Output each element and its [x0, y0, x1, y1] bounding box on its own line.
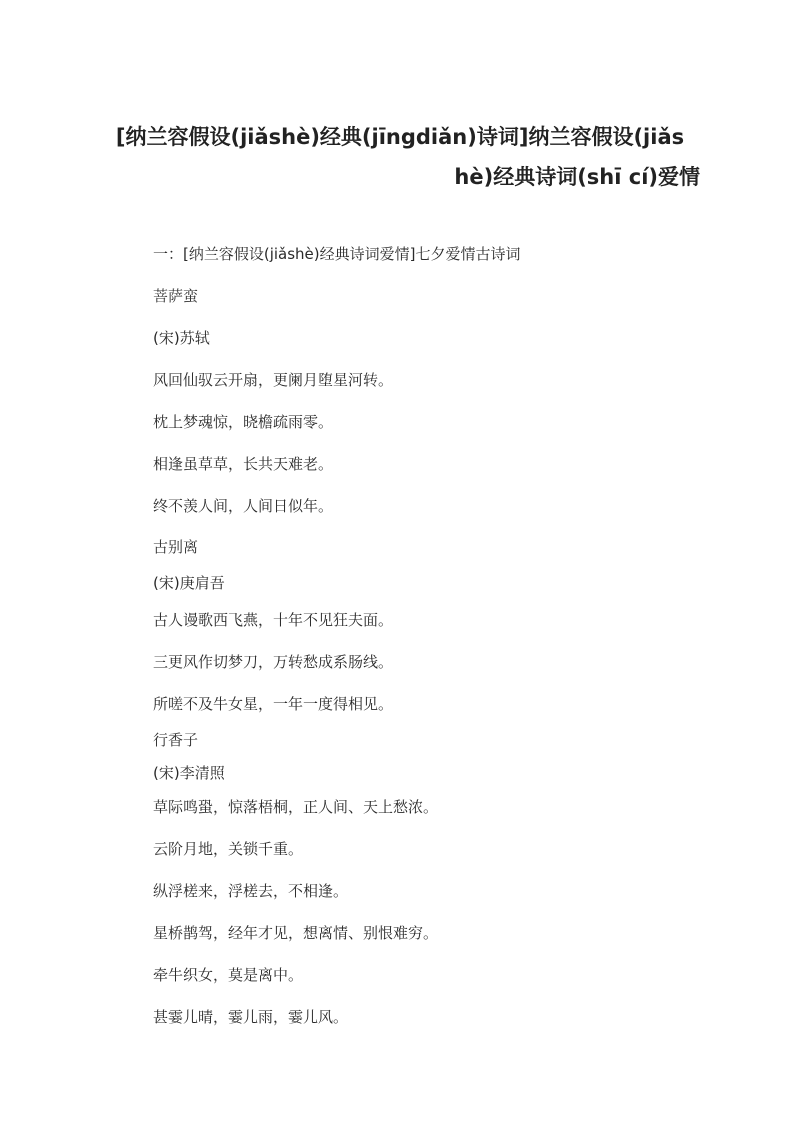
poem-line: 相逢虽草草，长共天难老。: [153, 455, 334, 473]
document-title-line-2: hè)经典诗词(shī cí)爱情: [454, 165, 700, 189]
document-title-line-1: [纳兰容假设(jiǎshè)经典(jīngdiǎn)诗词]纳兰容假设(jiǎs: [115, 125, 685, 149]
poem-line: 纵浮槎来，浮槎去，不相逢。: [153, 882, 349, 900]
poem-line: 草际鸣蛩，惊落梧桐，正人间、天上愁浓。: [153, 798, 439, 816]
section-intro-line: 一：[纳兰容假设(jiǎshè)经典诗词爱情]七夕爱情古诗词: [153, 245, 521, 263]
poem-line: 甚霎儿晴，霎儿雨，霎儿风。: [153, 1008, 349, 1026]
poem-title-pusaman: 菩萨蛮: [153, 287, 199, 305]
poem-title-gubieli: 古别离: [153, 538, 199, 556]
poem-line: 所嗟不及牛女星，一年一度得相见。: [153, 695, 394, 713]
poem-author-sushi: (宋)苏轼: [153, 329, 210, 347]
poem-line: 三更风作切梦刀，万转愁成系肠线。: [153, 653, 394, 671]
poem-line: 云阶月地，关锁千重。: [153, 840, 304, 858]
poem-line: 古人谩歌西飞燕，十年不见狂夫面。: [153, 611, 394, 629]
poem-line: 星桥鹊驾，经年才见，想离情、别恨难穷。: [153, 924, 439, 942]
poem-author-liqingzhao: (宋)李清照: [153, 764, 225, 782]
poem-line: 风回仙驭云开扇，更阑月堕星河转。: [153, 371, 394, 389]
poem-title-xingxiangzi: 行香子: [153, 731, 199, 749]
poem-line: 牵牛织女，莫是离中。: [153, 966, 304, 984]
poem-line: 终不羡人间，人间日似年。: [153, 497, 334, 515]
poem-line: 枕上梦魂惊，晓檐疏雨零。: [153, 413, 334, 431]
poem-author-gengjianwu: (宋)庚肩吾: [153, 574, 225, 592]
